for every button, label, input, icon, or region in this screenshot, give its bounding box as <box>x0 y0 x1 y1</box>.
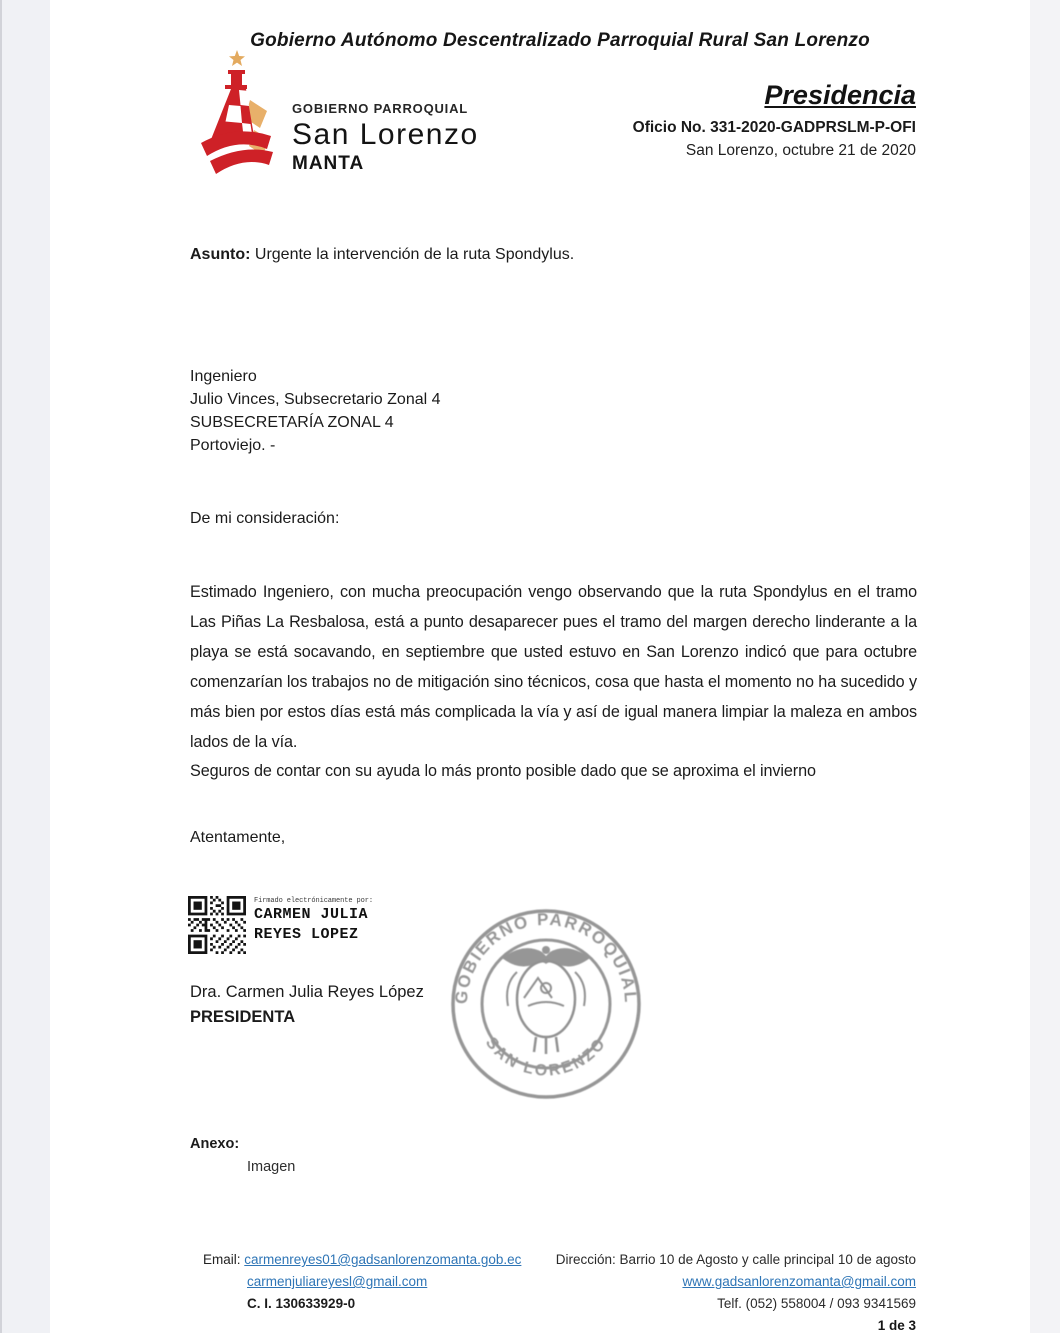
stamp-name-line: REYES LOPEZ <box>254 926 359 943</box>
scan-right-margin <box>1030 0 1060 1333</box>
address-line: Dirección: Barrio 10 de Agosto y calle principal 10 de agosto <box>555 1252 916 1267</box>
logo-wordmark <box>292 102 479 173</box>
closing-line: Atentamente, <box>190 829 286 846</box>
subject-label: Asunto: <box>190 246 251 263</box>
oficio-number: Oficio No. 331-2020-GADPRSLM-P-OFI <box>632 119 916 136</box>
email-link-secondary[interactable]: carmenjuliareyesl@gmail.com <box>247 1274 428 1289</box>
seal-bottom-text: SAN LORENZO <box>481 1034 611 1080</box>
logo-manta: MANTA <box>292 153 365 174</box>
stamp-name-line: CARMEN JULIA <box>254 906 369 923</box>
email-label: Email: <box>203 1252 245 1267</box>
logo-gobierno-parroquial: GOBIERNO PARROQUIAL <box>292 101 469 116</box>
signer-name: Dra. Carmen Julia Reyes López <box>190 983 424 1001</box>
footer-address-block <box>556 1249 916 1333</box>
recipient-line: Portoviejo. - <box>190 437 276 454</box>
annex-item: Imagen <box>247 1159 296 1175</box>
email-link-primary[interactable]: carmenreyes01@gadsanlorenzomanta.gob.ec <box>244 1252 522 1267</box>
annex-label: Anexo: <box>190 1136 240 1152</box>
recipient-line: SUBSECRETARÍA ZONAL 4 <box>190 414 394 431</box>
san-lorenzo-lighthouse-logo-icon <box>193 46 305 194</box>
electronic-signature-stamp <box>254 897 373 945</box>
subject-text: Urgente la intervención de la ruta Spondylus. <box>250 246 575 263</box>
website-link[interactable]: www.gadsanlorenzomanta@gmail.com <box>682 1274 916 1289</box>
recipient-line: Ingeniero <box>190 368 257 385</box>
subject-line <box>190 246 574 264</box>
office-header-block <box>633 80 916 160</box>
page-title: Gobierno Autónomo Descentralizado Parroquial Rural San Lorenzo <box>250 30 870 51</box>
qr-code-icon <box>188 894 246 956</box>
date-line: San Lorenzo, octubre 21 de 2020 <box>685 142 916 159</box>
office-title: Presidencia <box>764 80 916 110</box>
signer-role: PRESIDENTA <box>190 1008 296 1026</box>
footer-contact-block <box>203 1249 521 1315</box>
coat-of-arms-icon <box>502 946 590 1054</box>
salutation: De mi consideración: <box>190 510 340 527</box>
recipient-block <box>190 365 441 457</box>
logo-san-lorenzo: San Lorenzo <box>292 118 479 151</box>
stamp-caption: Firmado electrónicamente por: <box>254 897 373 905</box>
recipient-line: Julio Vinces, Subsecretario Zonal 4 <box>190 391 441 408</box>
page-number: 1 de 3 <box>877 1318 916 1333</box>
scan-left-margin <box>0 0 50 1333</box>
seal-top-text: GOBIERNO PARROQUIAL <box>451 909 641 1005</box>
ci-number: C. I. 130633929-0 <box>247 1296 356 1311</box>
parish-round-seal-icon <box>448 906 644 1102</box>
body-paragraph-1: Estimado Ingeniero, con mucha preocupación vengo observando que la ruta Spondylus en el tramo Las Piñas La Resbalosa, está a punto desaparecer pues el tramo del margen derecho linderante a la playa se está socavando, en septiembre que usted estuvo en San Lorenzo indicó que para octubre comenzarían los trabajos no de mitigación sino técnicos, cosa que hasta el momento no ha sucedido y más bien por estos días está más complicada la vía y así de igual manera limpiar la maleza en ambos lados de la vía. <box>190 583 917 751</box>
body-paragraph-2: Seguros de contar con su ayuda lo más pronto posible dado que se aproxima el invierno <box>190 762 816 780</box>
phone-line: Telf. (052) 558004 / 093 9341569 <box>717 1296 916 1311</box>
